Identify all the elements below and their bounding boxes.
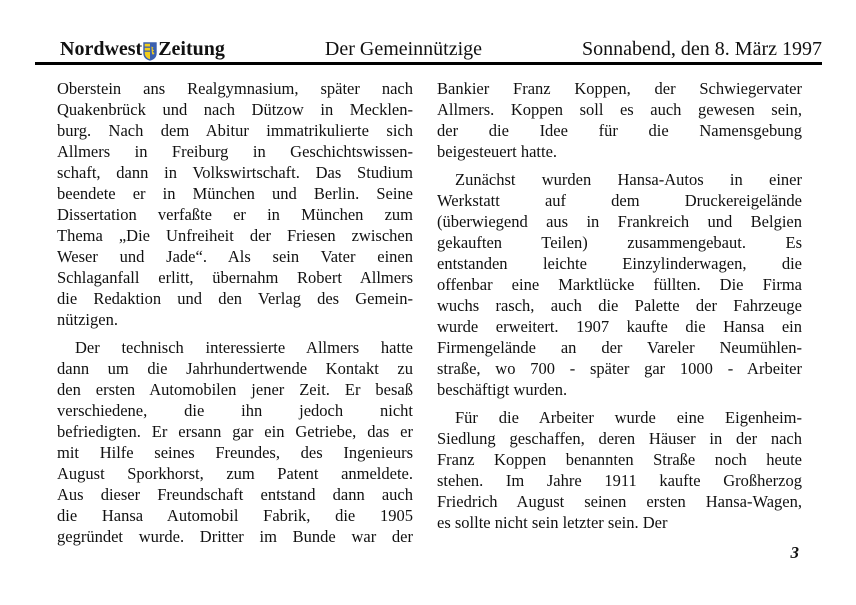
- text-line: wuchs rasch, auch die Palette der Fahrzeuge: [437, 296, 802, 315]
- text-line: den ersten Automobilen jener Zeit. Er besaß: [57, 380, 413, 399]
- coat-of-arms-icon: [143, 42, 157, 61]
- edition-title: Der Gemeinnützige: [324, 38, 483, 60]
- left-column: [57, 78, 413, 547]
- text-line: straße, wo 700 - später gar 1000 - Arbeiter: [437, 359, 802, 378]
- text-line: Allmers in Freiburg in Geschichtswissen-: [57, 142, 413, 161]
- text-line: Zunächst wurden Hansa-Autos in einer: [455, 170, 802, 189]
- text-line: offenbar eine Marktlücke füllten. Die Firma: [437, 275, 802, 294]
- text-line: entstanden leichte Einzylinderwagen, die: [437, 254, 802, 273]
- brand: [35, 38, 225, 60]
- text-line: schaft, dann in Volkswirtschaft. Das Studium: [57, 163, 413, 182]
- text-line: Dissertation verfaßte er in München zum: [57, 205, 413, 224]
- text-line: Firmengelände an der Vareler Neumühlen-: [437, 338, 802, 357]
- brand-name-right: Zeitung: [158, 38, 225, 60]
- text-line: Bankier Franz Koppen, der Schwiegervater: [437, 79, 802, 98]
- text-line: Der technisch interessierte Allmers hatte: [75, 338, 413, 357]
- text-line: dann um die Jahrhundertwende Kontakt zu: [57, 359, 413, 378]
- edition-date: Sonnabend, den 8. März 1997: [582, 38, 822, 60]
- text-line: mit Hilfe seines Freundes, des Ingenieurs: [57, 443, 413, 462]
- paragraph: [57, 337, 413, 547]
- text-line: (überwiegend aus in Frankreich und Belgien: [437, 212, 802, 231]
- text-line: verschiedene, die ihn jedoch nicht: [57, 401, 413, 420]
- text-line: Aus dieser Freundschaft entstand dann auch: [57, 485, 413, 504]
- paragraph: [437, 78, 802, 162]
- brand-name-left: Nordwest: [60, 38, 143, 60]
- text-line: Weser und Jade“. Als sein Vater einen: [57, 247, 413, 266]
- text-line: die Hansa Automobil Fabrik, die 1905: [57, 506, 413, 525]
- paragraph: [437, 407, 802, 533]
- text-line: Friedrich August seinen ersten Hansa-Wagen,: [437, 492, 802, 511]
- text-line: Siedlung geschaffen, deren Häuser in der nach: [437, 429, 802, 448]
- text-line: befriedigten. Er ersann gar ein Getriebe, das er: [57, 422, 413, 441]
- text-line: August Sporkhorst, zum Patent anmeldete.: [57, 464, 413, 483]
- text-line: wurde erweitert. 1907 kaufte die Hansa ein: [437, 317, 802, 336]
- text-line: beigesteuert hatte.: [437, 142, 558, 161]
- right-column: [437, 78, 802, 547]
- text-line: Quakenbrück und nach Dützow in Mecklen-: [57, 100, 413, 119]
- page-number: 3: [790, 543, 799, 562]
- text-line: Oberstein ans Realgymnasium, später nach: [57, 79, 413, 98]
- text-line: die Redaktion und den Verlag des Gemein-: [57, 289, 413, 308]
- text-line: gegründet wurde. Dritter im Bunde war der: [57, 527, 413, 546]
- text-line: Allmers. Koppen soll es auch gewesen sein,: [437, 100, 802, 119]
- text-line: gekauften Teilen) zusammengebaut. Es: [437, 233, 802, 252]
- text-line: beendete er in München und Berlin. Seine: [57, 184, 413, 203]
- text-line: stehen. Im Jahre 1911 kaufte Großherzog: [437, 471, 802, 490]
- paragraph: [437, 169, 802, 400]
- text-line: es sollte nicht sein letzter sein. Der: [437, 513, 668, 532]
- paragraph: [57, 78, 413, 330]
- article-body: [57, 78, 856, 547]
- masthead: [35, 38, 822, 65]
- text-line: Thema „Die Unfreiheit der Friesen zwischen: [57, 226, 413, 245]
- text-line: Franz Koppen benannten Straße noch heute: [437, 450, 802, 469]
- text-line: Werkstatt auf dem Druckereigelände: [437, 191, 802, 210]
- text-line: nützigen.: [57, 310, 118, 329]
- text-line: der die Idee für die Namensgebung: [437, 121, 802, 140]
- text-line: Für die Arbeiter wurde eine Eigenheim-: [455, 408, 802, 427]
- text-line: burg. Nach dem Abitur immatrikulierte sich: [57, 121, 413, 140]
- text-line: beschäftigt wurden.: [437, 380, 568, 399]
- text-line: Schlaganfall erlitt, übernahm Robert Allmers: [57, 268, 413, 287]
